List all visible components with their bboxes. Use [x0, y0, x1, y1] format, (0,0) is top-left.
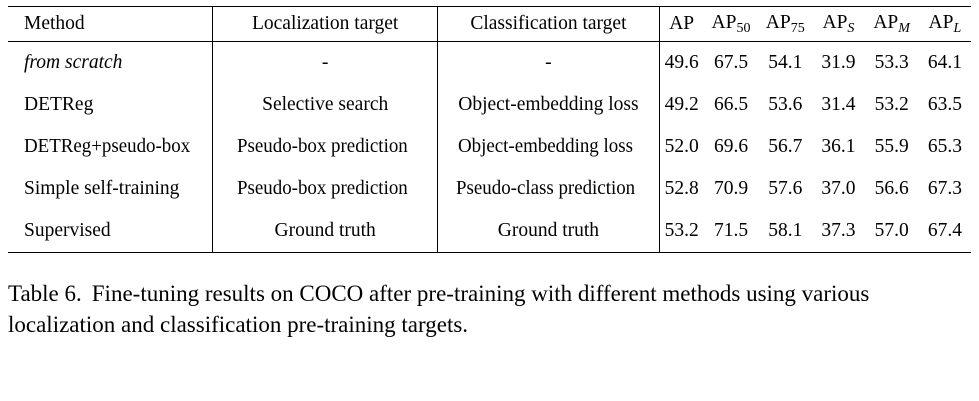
table-caption-text: Fine-tuning results on COCO after pre-training with different methods using various localization and classification pre-training targets. [8, 281, 870, 337]
column-header-apl: $AP_L$ [928, 11, 962, 36]
cell-ap75: 56.7 [768, 136, 803, 157]
cell-localization-target: Pseudo-box prediction [212, 126, 437, 168]
column-header-classification-target: Classification target [438, 7, 659, 41]
column-header-aps: $AP_S$ [822, 11, 855, 36]
table-caption-label: Table 6. [8, 281, 82, 306]
cell-classification-target: Object-embedding loss [438, 84, 659, 126]
cell-apl: 63.5 [927, 94, 962, 115]
cell-apm: 55.9 [874, 136, 909, 157]
table-caption [8, 279, 971, 340]
cell-ap50: 71.5 [713, 220, 749, 241]
cell-aps: 37.3 [821, 220, 856, 241]
cell-ap50: 69.6 [713, 136, 749, 157]
cell-ap75: 54.1 [768, 52, 803, 73]
cell-aps: 37.0 [821, 178, 856, 199]
table-bottom-rule [8, 252, 971, 253]
cell-ap50: 70.9 [713, 178, 749, 199]
table-row [8, 168, 971, 210]
cell-apl: 67.4 [927, 220, 962, 241]
cell-ap75: 53.6 [768, 94, 803, 115]
cell-apm: 56.6 [874, 178, 909, 199]
table-row [8, 210, 971, 252]
results-table [8, 6, 971, 253]
cell-aps: 31.9 [821, 52, 856, 73]
cell-apm: 53.2 [874, 94, 909, 115]
column-header-ap50: $AP_{50}$ [711, 11, 751, 36]
cell-method: DETReg [8, 84, 212, 126]
cell-ap50: 66.5 [713, 94, 749, 115]
table-row [8, 42, 971, 84]
table-header-row [8, 7, 971, 41]
cell-ap50: 67.5 [713, 52, 749, 73]
column-header-method: Method [8, 7, 212, 41]
cell-apm: 53.3 [874, 52, 909, 73]
cell-apl: 64.1 [927, 52, 962, 73]
cell-aps: 31.4 [821, 94, 856, 115]
cell-classification-target: Ground truth [438, 210, 659, 252]
table-row [8, 84, 971, 126]
cell-method: from scratch [8, 42, 212, 84]
cell-ap: 52.0 [664, 136, 699, 157]
column-header-ap75: $AP_{75}$ [765, 11, 805, 36]
cell-ap75: 58.1 [768, 220, 803, 241]
column-header-localization-target: Localization target [212, 7, 437, 41]
cell-localization-target: Ground truth [212, 210, 437, 252]
cell-ap75: 57.6 [768, 178, 803, 199]
cell-method: DETReg+pseudo-box [8, 126, 212, 168]
column-header-apm: $AP_M$ [873, 11, 910, 36]
cell-classification-target: - [438, 42, 659, 84]
cell-ap: 52.8 [664, 178, 699, 199]
cell-ap: 49.2 [664, 94, 699, 115]
table-row [8, 126, 971, 168]
cell-classification-target: Object-embedding loss [438, 126, 659, 168]
cell-ap: 53.2 [664, 220, 699, 241]
cell-method: Supervised [8, 210, 212, 252]
cell-apm: 57.0 [874, 220, 909, 241]
cell-apl: 65.3 [927, 136, 962, 157]
cell-localization-target: Pseudo-box prediction [212, 168, 437, 210]
cell-classification-target: Pseudo-class prediction [438, 168, 659, 210]
cell-ap: 49.6 [664, 52, 699, 73]
cell-localization-target: - [212, 42, 437, 84]
column-header-ap: AP [669, 13, 695, 34]
cell-aps: 36.1 [821, 136, 856, 157]
cell-method: Simple self-training [8, 168, 212, 210]
cell-localization-target: Selective search [212, 84, 437, 126]
cell-apl: 67.3 [927, 178, 962, 199]
